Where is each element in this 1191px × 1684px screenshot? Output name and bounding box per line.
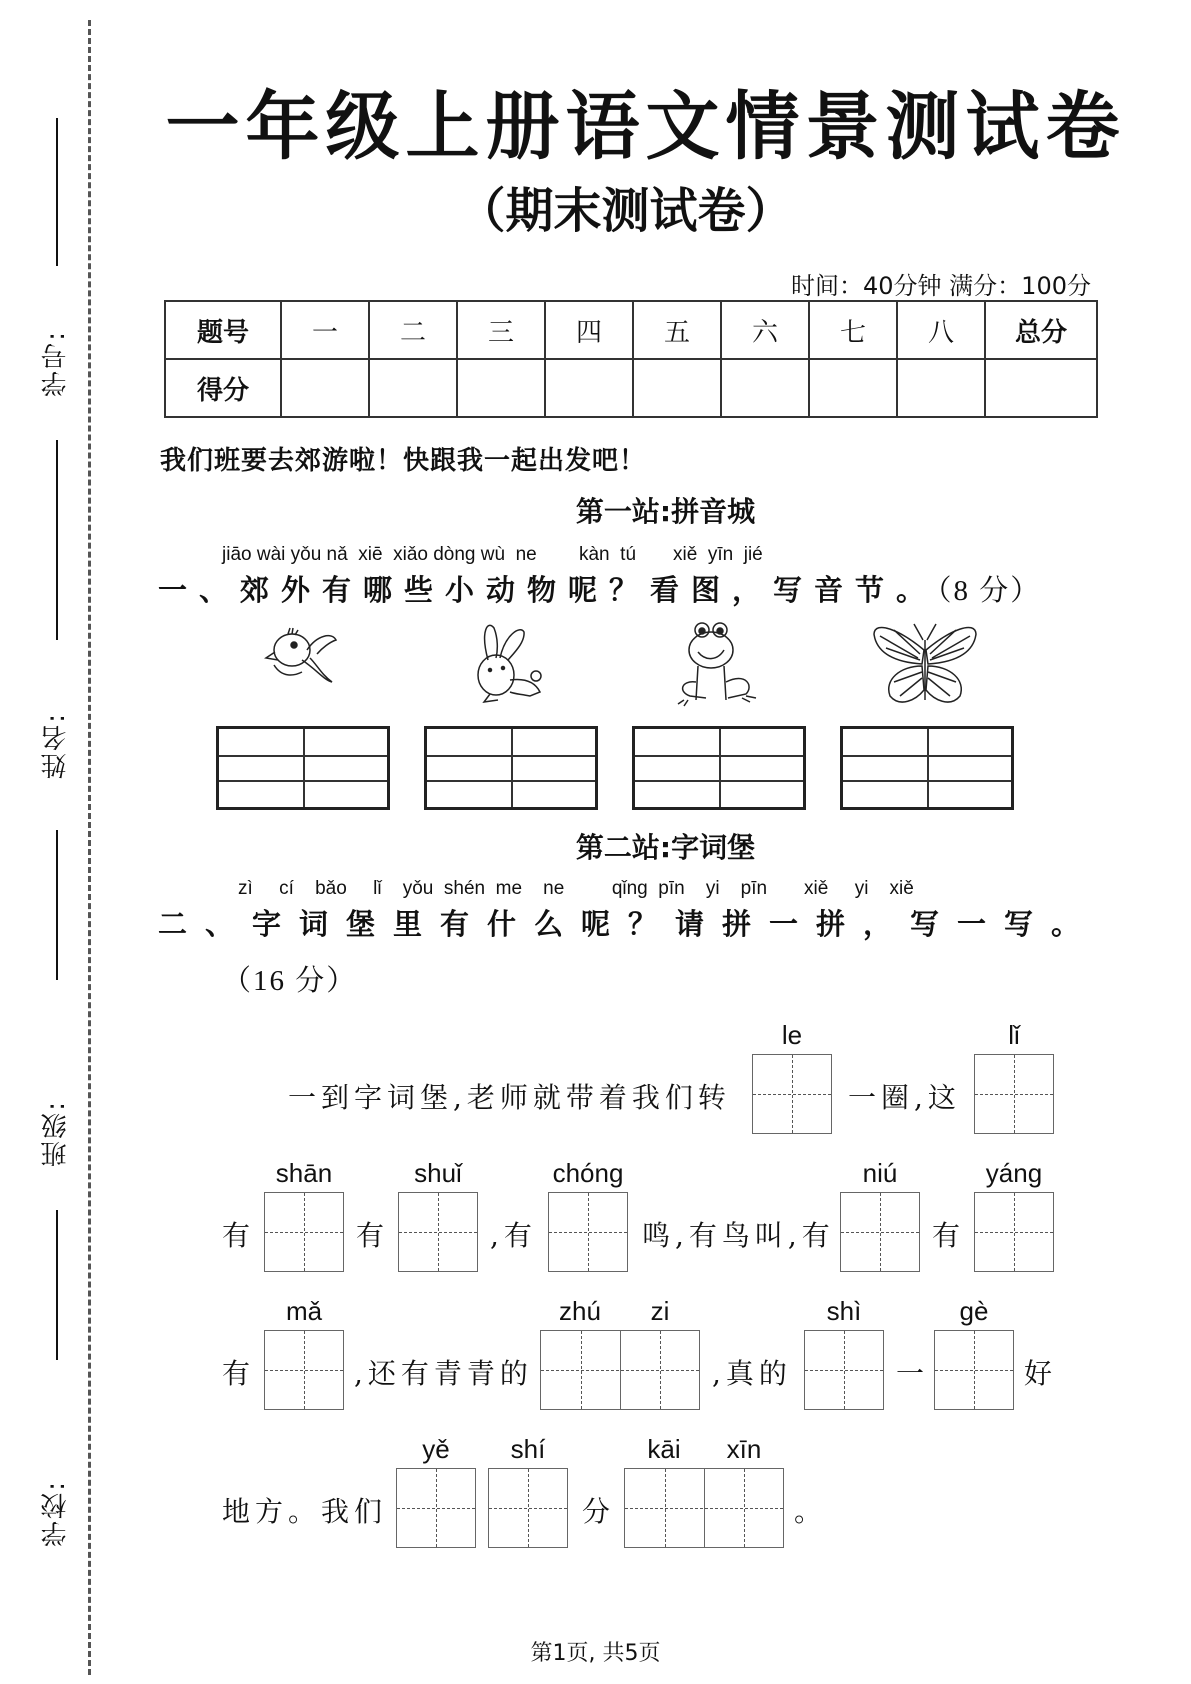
pinyin-shi2: shí [510, 1434, 546, 1464]
column-7: 七 [809, 301, 897, 359]
q1-number: 一、 [158, 573, 241, 607]
score-cell-8[interactable] [897, 359, 985, 417]
passage-line2-text3: ,有 [490, 1219, 537, 1252]
q2-pinyin: zì cí bǎo lǐ yǒu shén me ne qǐng pīn yi pīn xiě yi xiě [238, 878, 914, 899]
score-cell-3[interactable] [457, 359, 545, 417]
score-header: 得分 [165, 359, 281, 417]
passage-line3-text4: 一 [896, 1357, 930, 1390]
q1-text: 郊外有哪些小动物呢？看图，写音节。 [240, 573, 938, 607]
write-box-ma[interactable] [264, 1330, 344, 1410]
passage-line1-text1: 一到字词堡,老师就带着我们转 [288, 1081, 731, 1114]
passage-line3-text1: 有 [222, 1357, 256, 1390]
passage-line3-text2: ,还有青青的 [354, 1357, 533, 1390]
pinyin-le: le [781, 1020, 803, 1050]
column-8: 八 [897, 301, 985, 359]
pinyin-niu: niú [862, 1158, 898, 1188]
class-label: 班级: [41, 1100, 71, 1167]
write-box-ye[interactable] [396, 1468, 476, 1548]
q2-text: 字词堡里有什么呢？请拼一拼，写一写。 [252, 907, 1099, 941]
write-box-le[interactable] [752, 1054, 832, 1134]
pinyin-xin: xīn [726, 1434, 762, 1464]
q1-pinyin: jiāo wài yǒu nǎ xiē xiǎo dòng wù ne kàn tú xiě yīn jié [222, 544, 763, 565]
score-table-header-row [165, 301, 1097, 359]
write-box-shui[interactable] [398, 1192, 478, 1272]
pinyin-ye: yě [422, 1434, 450, 1464]
school-label: 学校: [41, 1480, 71, 1547]
pinyin-zi: zi [650, 1296, 670, 1326]
passage-line2-text1: 有 [222, 1219, 256, 1252]
write-box-ge[interactable] [934, 1330, 1014, 1410]
write-box-li[interactable] [974, 1054, 1054, 1134]
passage-line3-text3: ,真的 [712, 1357, 792, 1390]
page-title: 一年级上册语文情景测试卷 [165, 84, 1126, 170]
station-2-title: 第二站:字词堡 [575, 831, 756, 864]
q1-points: （8 分） [937, 575, 1042, 607]
page-number: 第1页, 共5页 [530, 1641, 661, 1666]
name-line[interactable] [56, 440, 58, 640]
passage-line4-text1: 地方。我们 [222, 1495, 388, 1528]
passage-line1-text2: 一圈,这 [848, 1081, 961, 1114]
passage-line2-text4: 鸣,有鸟叫,有 [642, 1219, 835, 1252]
pinyin-yang: yáng [985, 1158, 1043, 1188]
score-cell-5[interactable] [633, 359, 721, 417]
station-1-title: 第一站:拼音城 [575, 495, 756, 528]
pinyin-shi: shì [826, 1296, 862, 1326]
bird-picture [262, 620, 352, 700]
pinyin-li: lǐ [1008, 1020, 1020, 1050]
passage-line4-text2: 分 [582, 1495, 616, 1528]
column-4: 四 [545, 301, 633, 359]
pinyin-shan: shān [275, 1158, 333, 1188]
pinyin-shui: shuǐ [414, 1158, 462, 1188]
write-box-shan[interactable] [264, 1192, 344, 1272]
student-id-label: 学号: [41, 330, 71, 397]
pinyin-zhu: zhú [559, 1296, 601, 1326]
pinyin-kai: kāi [647, 1434, 681, 1464]
column-2: 二 [369, 301, 457, 359]
page-subtitle: （期末测试卷） [457, 183, 794, 239]
answer-grid-rabbit[interactable] [424, 726, 598, 810]
pinyin-chong: chóng [552, 1158, 624, 1188]
write-box-zhuzi[interactable] [540, 1330, 700, 1410]
rabbit-picture [470, 620, 550, 710]
write-box-yang[interactable] [974, 1192, 1054, 1272]
score-table [164, 300, 1098, 418]
passage-line2-text5: 有 [932, 1219, 966, 1252]
column-6: 六 [721, 301, 809, 359]
answer-grid-frog[interactable] [632, 726, 806, 810]
q1-line [158, 568, 1041, 609]
answer-grid-bird[interactable] [216, 726, 390, 810]
passage-line2-text2: 有 [356, 1219, 390, 1252]
q2-line [158, 902, 1098, 943]
score-cell-7[interactable] [809, 359, 897, 417]
score-cell-2[interactable] [369, 359, 457, 417]
total-header: 总分 [985, 301, 1097, 359]
column-1: 一 [281, 301, 369, 359]
question-number-header: 题号 [165, 301, 281, 359]
score-cell-6[interactable] [721, 359, 809, 417]
name-label: 姓名: [41, 712, 71, 779]
intro-text: 我们班要去郊游啦！快跟我一起出发吧！ [160, 446, 647, 476]
score-cell-1[interactable] [281, 359, 369, 417]
exam-meta: 时间：40分钟 满分：100分 [791, 272, 1091, 300]
q2-number: 二、 [158, 907, 253, 941]
score-cell-4[interactable] [545, 359, 633, 417]
pinyin-ma: mǎ [285, 1296, 323, 1326]
frog-picture [676, 620, 760, 710]
score-table-score-row [165, 359, 1097, 417]
butterfly-picture [870, 620, 980, 710]
column-3: 三 [457, 301, 545, 359]
score-cell-total[interactable] [985, 359, 1097, 417]
write-box-shi2[interactable] [488, 1468, 568, 1548]
passage-line3-text5: 好 [1024, 1357, 1058, 1390]
answer-grid-butterfly[interactable] [840, 726, 1014, 810]
passage-line4-text3: 。 [794, 1495, 828, 1528]
column-5: 五 [633, 301, 721, 359]
school-line[interactable] [56, 1210, 58, 1360]
q2-points: （16 分） [222, 965, 358, 997]
write-box-shi[interactable] [804, 1330, 884, 1410]
write-box-kaixin[interactable] [624, 1468, 784, 1548]
write-box-chong[interactable] [548, 1192, 628, 1272]
pinyin-ge: gè [959, 1296, 989, 1326]
write-box-niu[interactable] [840, 1192, 920, 1272]
